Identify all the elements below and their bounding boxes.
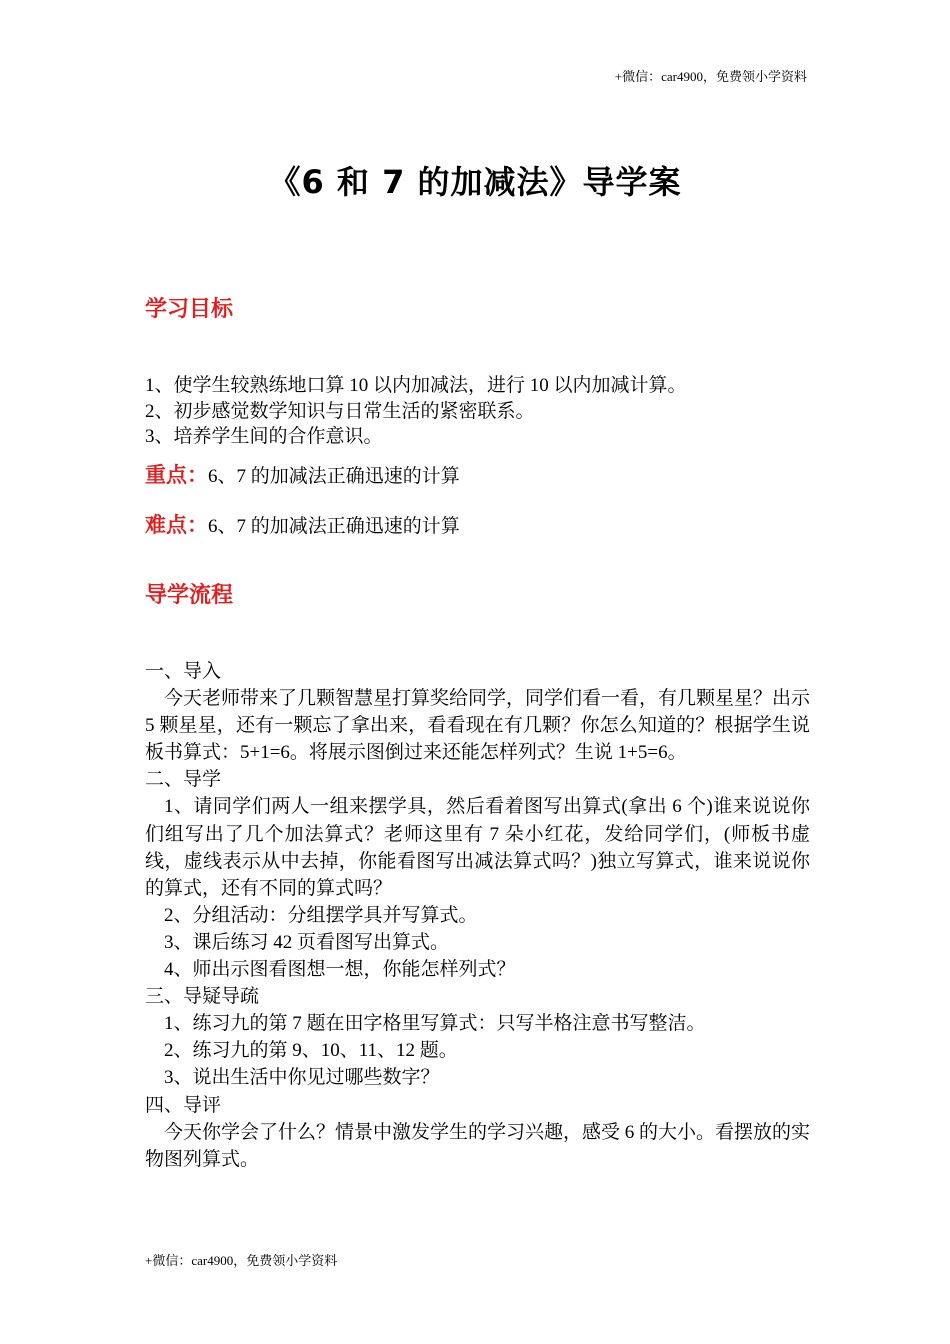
process-paragraph: 1、练习九的第 7 题在田字格里写算式：只写半格注意书写整洁。 xyxy=(164,1013,706,1035)
key-point-text: 6、7 的加减法正确迅速的计算 xyxy=(208,466,460,487)
process-body xyxy=(145,658,810,1173)
process-step-heading: 二、导学 xyxy=(145,769,222,791)
goal-item: 2、初步感觉数学知识与日常生活的紧密联系。 xyxy=(145,400,535,422)
footer-note: +微信：car4900，免费领小学资料 xyxy=(145,1253,338,1268)
process-paragraph: 3、课后练习 42 页看图写出算式。 xyxy=(164,931,450,953)
goals-heading: 学习目标 xyxy=(145,297,234,322)
process-step-heading: 四、导评 xyxy=(145,1094,222,1116)
process-paragraph: 4、师出示图看图想一想，你能怎样列式？ xyxy=(164,959,516,981)
goal-item: 1、使学生较熟练地口算 10 以内加减法，进行 10 以内加减计算。 xyxy=(145,375,687,396)
goal-item: 3、培养学生间的合作意识。 xyxy=(145,426,383,447)
process-paragraph: 1、请同学们两人一组来摆学具，然后看着图写出算式(拿出 6 个)谁来说说你们组写出了几个加法算式？老师这里有 7 朵小红花，发给同学们，(师板书虚线，虚线表示从中去掉，你能看图写出减法算式吗？)独立写算式，谁来说说你的算式，还有不同的算式吗？ xyxy=(145,796,810,899)
process-paragraph: 3、说出生活中你见过哪些数字？ xyxy=(164,1067,440,1089)
document-title: 《6 和 7 的加减法》导学案 xyxy=(268,163,682,201)
key-point xyxy=(145,459,460,489)
process-heading: 导学流程 xyxy=(145,583,234,608)
difficult-point xyxy=(145,509,460,539)
process-paragraph: 今天你学会了什么？情景中激发学生的学习兴趣，感受 6 的大小。看摆放的实物图列算式。 xyxy=(145,1121,811,1170)
process-paragraph: 2、分组活动：分组摆学具并写算式。 xyxy=(164,904,478,926)
header-note: +微信：car4900，免费领小学资料 xyxy=(614,69,807,84)
process-paragraph: 今天老师带来了几颗智慧星打算奖给同学，同学们看一看，有几颗星星？出示 5 颗星星，还有一颗忘了拿出来，看看现在有几颗？你怎么知道的？根据学生说板书算式：5+1=6。将展示图倒过来还能怎样列式？生说 1+5=6。 xyxy=(145,688,811,764)
goals-list xyxy=(145,373,810,450)
key-point-label: 重点： xyxy=(145,463,208,487)
difficult-point-label: 难点： xyxy=(145,513,208,537)
difficult-point-text: 6、7 的加减法正确迅速的计算 xyxy=(208,516,460,537)
process-step-heading: 一、导入 xyxy=(145,661,222,682)
process-step-heading: 三、导疑导疏 xyxy=(145,986,260,1008)
process-paragraph: 2、练习九的第 9、10、11、12 题。 xyxy=(164,1040,458,1062)
